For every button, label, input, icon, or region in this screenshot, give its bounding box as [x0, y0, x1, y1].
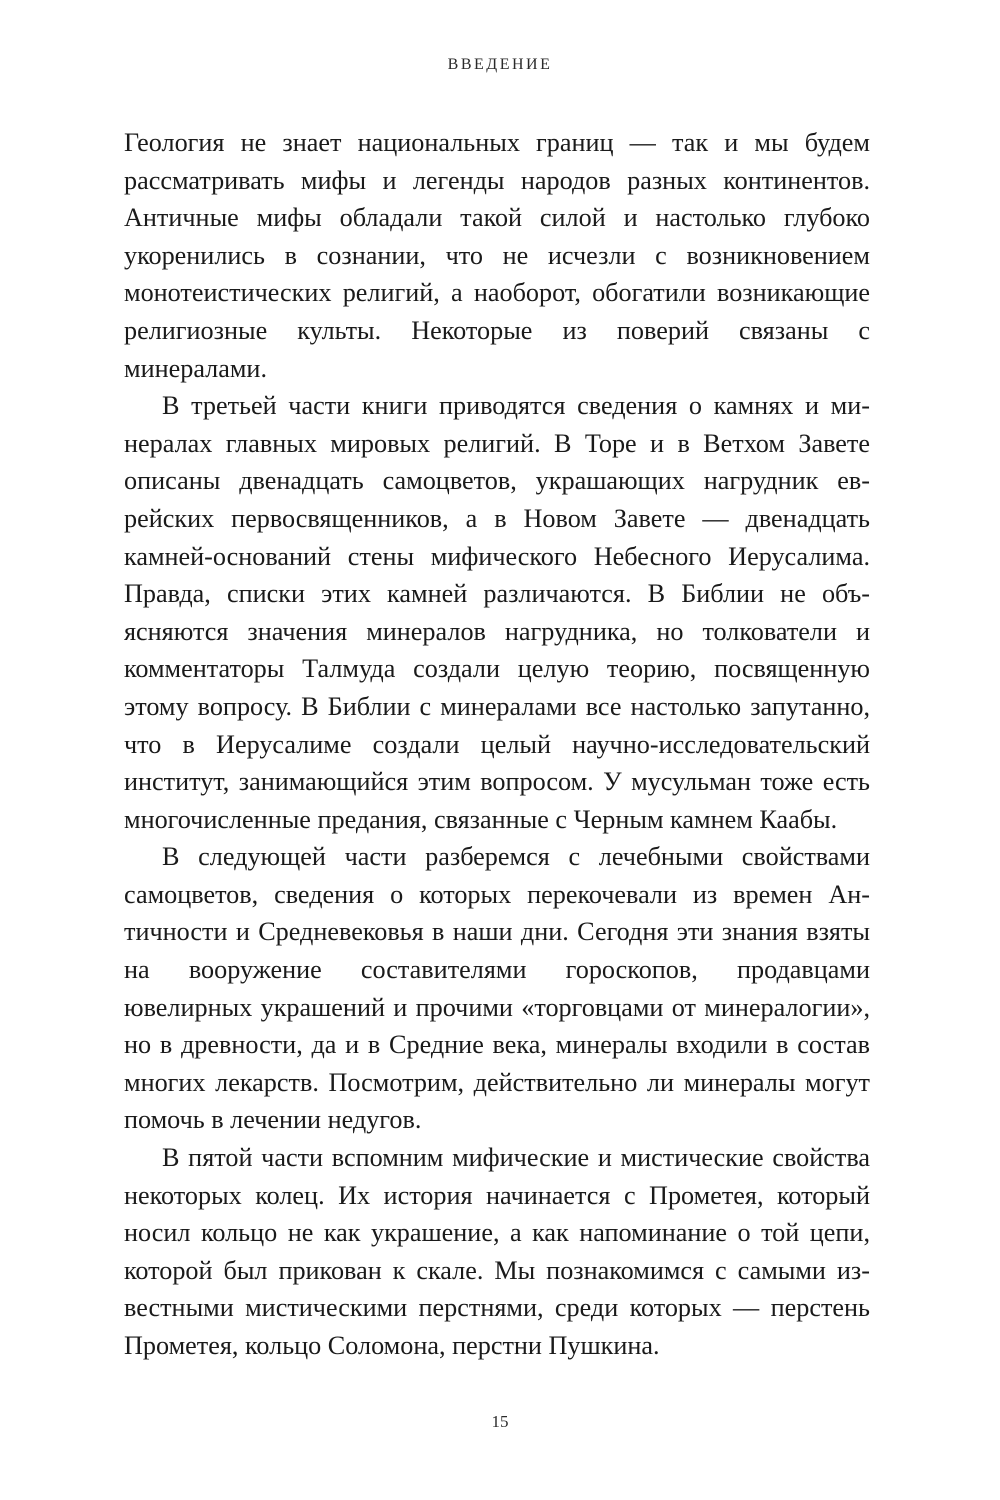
page-number: 15 — [491, 1412, 509, 1431]
paragraph-healing: В следующей части разберемся с лечебными свойствами самоцветов, сведения о которых перекочевали из времен Античности и Средневековья в наши дни. Сегодня эти знания взяты на вооружение составителями гороскопов, продавцами ювелирных украшений и прочими «торговцами от минералогии», но в древности, да и в Средние века, минералы входили в состав многих лекарств. Посмотрим, действительно ли минералы могут помочь в лечении недугов. — [124, 842, 870, 1135]
running-header: ВВЕДЕНИЕ — [447, 56, 553, 73]
paragraph-geology: Геология не знает национальных границ — так и мы будем рассматривать мифы и легенды народов разных континентов. Античные мифы обладали такой силой и настолько глубоко укоренились в сознании, что не исчезли с возникновением монотеистических религий, а наоборот, обогатили возникающие религиозные культы. Некоторые из поверий связаны с минералами. — [124, 128, 870, 383]
body-text — [124, 124, 870, 1365]
paragraph-rings: В пятой части вспомним мифические и мистические свойства некоторых колец. Их история начинается с Прометея, который носил кольцо не как украшение, а как напоминание о той цепи, которой был прикован к скале. Мы познакомимся с самыми известными мистическими перстнями, среди которых — перстень Прометея, кольцо Соломона, перстни Пушкина. — [124, 1143, 870, 1360]
paragraph-religions: В третьей части книги приводятся сведения о камнях и минералах главных мировых религий. В Торе и в Ветхом Завете описаны двенадцать самоцветов, украшающих нагрудник еврейских первосвященников, а в Новом Завете — двенадцать камней-оснований стены мифического Небесного Иерусалима. Правда, списки этих камней различаются. В Библии не объясняются значения минералов нагрудника, но толкователи и комментаторы Талмуда создали целую теорию, посвященную этому вопросу. В Библии с минералами все настолько запутанно, что в Иерусалиме создали целый научно-исследовательский институт, занимающийся этим вопросом. У мусульман тоже есть многочисленные предания, связанные с Черным камнем Каабы. — [124, 391, 870, 834]
